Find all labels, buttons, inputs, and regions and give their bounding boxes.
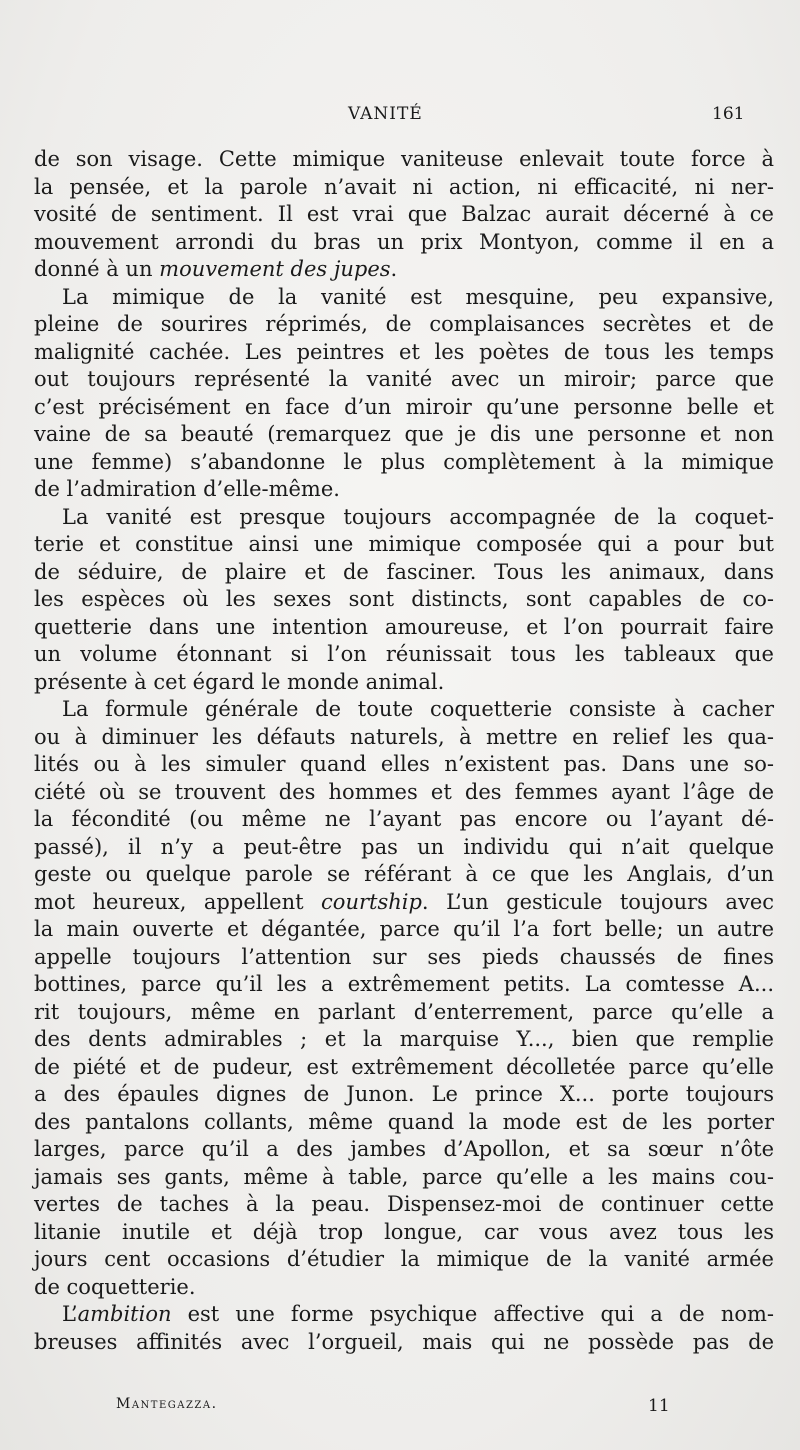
running-head [0,104,800,134]
text-line: rit toujours, même en parlant d’enterrement, parce qu’elle a [34,999,774,1024]
running-title: VANITÉ [348,104,423,124]
text-line: out toujours représenté la vanité avec un miroir; parce que [34,367,774,391]
text-line: de séduire, de plaire et de fasciner. Tous les animaux, dans [34,559,774,584]
page-number: 161 [712,104,745,124]
text-line: bottines, parce qu’il les a extrêmement petits. La comtesse A... [34,972,774,996]
text-line: vertes de taches à la peau. Dispensez-moi de continuer cette [34,1192,774,1216]
text-line: mouvement arrondi du bras un prix Montyon, comme il en a [34,229,774,254]
text-line: de coquetterie. [34,1274,196,1299]
text-line: quetterie dans une intention amoureuse, et l’on pourrait faire [34,614,774,639]
text-line: a des épaules dignes de Junon. Le prince X... porte toujours [34,1082,774,1106]
text-line: jamais ses gants, même à table, parce qu’elle a les mains cou- [34,1164,774,1189]
italic-phrase: ambition [77,1302,172,1326]
text-line: pleine de sourires réprimés, de complaisances secrètes et de [34,312,774,336]
footer-author: Mantegazza. [116,1396,218,1412]
text-line: la pensée, et la parole n’avait ni action, ni efficacité, ni ner- [34,174,774,199]
text-line: une femme) s’abandonne le plus complètement à la mimique [34,449,774,474]
text-line: un volume étonnant si l’on réunissait tous les tableaux que [34,642,774,666]
text-line: jours cent occasions d’étudier la mimique de la vanité armée [34,1247,774,1271]
paragraph-start [34,1301,774,1329]
text-line: de l’admiration d’elle-même. [34,477,340,501]
text-run: L’ [62,1302,78,1326]
text-run: . L’un gesticule toujours avec [421,889,775,914]
text-line: de son visage. Cette mimique vaniteuse enlevait toute force à [34,147,774,171]
text-line: larges, parce qu’il a des jambes d’Apollon, et sa sœur n’ôte [34,1137,774,1161]
text-line: geste ou quelque parole se référant à ce que les Anglais, d’un [34,862,774,886]
text-line: la main ouverte et dégantée, parce qu’il l’a fort belle; un autre [34,917,774,941]
page-footer [0,1396,800,1426]
text-run: est une forme psychique affective qui a de nom- [171,1302,774,1326]
text-line: ou à diminuer les défauts naturels, à mettre en relief les qua- [34,724,774,749]
italic-phrase: courtship [321,889,422,914]
signature-mark: 11 [648,1396,670,1416]
text-line [34,256,774,284]
text-line: ciété où se trouvent des hommes et des femmes ayant l’âge de [34,779,774,804]
paragraph-start: La mimique de la vanité est mesquine, peu expansive, [62,284,774,309]
text-line: malignité cachée. Les peintres et les poètes de tous les temps [34,339,774,364]
text-run: mot heureux, appellent [34,889,322,914]
text-line: de piété et de pudeur, est extrêmement décolletée parce qu’elle [34,1054,774,1079]
text-line: terie et constitue ainsi une mimique composée qui a pour but [34,532,774,556]
paragraph-start: La formule générale de toute coquetterie consiste à cacher [62,697,774,721]
text-line: c’est précisément en face d’un miroir qu’une personne belle et [34,394,774,419]
text-line: vosité de sentiment. Il est vrai que Balzac aurait décerné à ce [34,202,774,226]
text-line: des pantalons collants, même quand la mode est de les porter [34,1109,774,1134]
text-line: passé), il n’y a peut-être pas un individu qui n’ait quelque [34,834,774,859]
text-line: les espèces où les sexes sont distincts, sont capables de co- [34,587,774,611]
text-line: des dents admirables ; et la marquise Y..., bien que remplie [34,1027,774,1051]
paragraph-start: La vanité est presque toujours accompagnée de la coquet- [62,504,774,529]
text-line: lités ou à les simuler quand elles n’existent pas. Dans une so- [34,752,774,776]
text-run: . [390,257,398,281]
text-run: donné à un [34,257,160,281]
text-line: appelle toujours l’attention sur ses pieds chaussés de fines [34,944,774,969]
text-line: présente à cet égard le monde animal. [34,669,445,694]
text-line: vaine de sa beauté (remarquez que je dis une personne et non [34,422,774,446]
text-line: litanie inutile et déjà trop longue, car vous avez tous les [34,1219,774,1244]
body-text [34,146,774,1356]
text-line: la fécondité (ou même ne l’ayant pas encore ou l’ayant dé- [34,807,774,831]
text-line [34,889,774,917]
italic-phrase: mouvement des jupes [159,257,391,281]
text-line: breuses affinités avec l’orgueil, mais qui ne possède pas de [34,1329,774,1354]
